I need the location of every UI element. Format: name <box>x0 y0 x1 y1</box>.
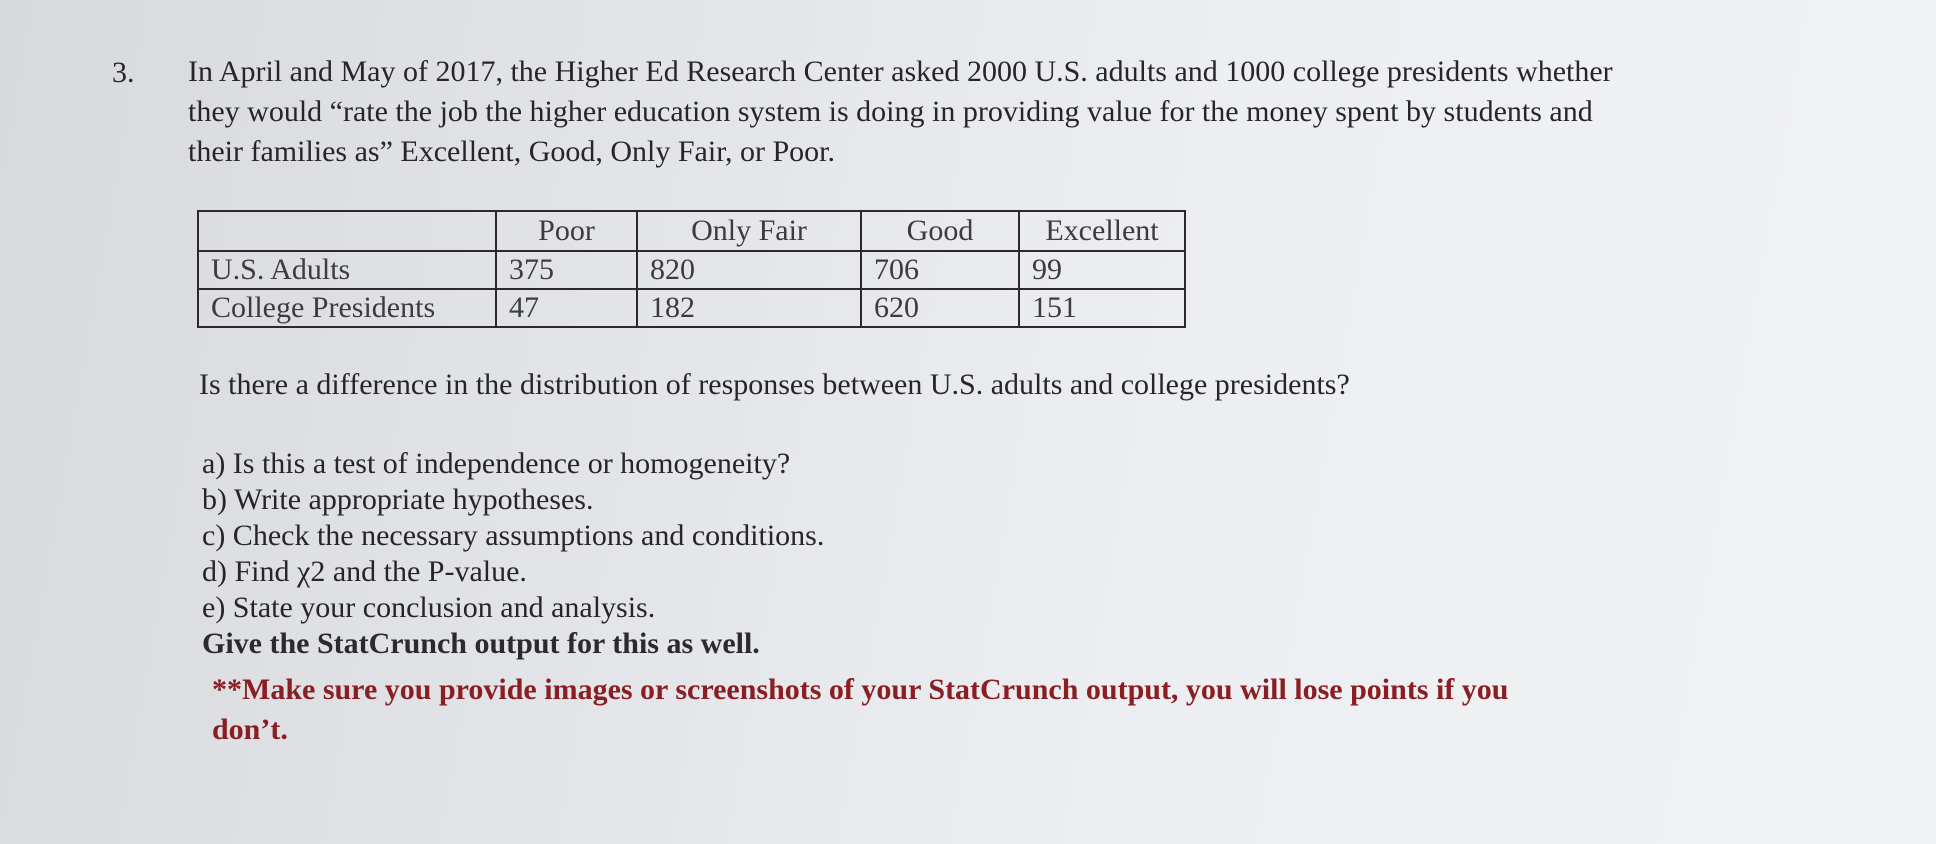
part-a: a) Is this a test of independence or homogeneity? <box>202 447 791 480</box>
intro-line: In April and May of 2017, the Higher Ed Research Center asked 2000 U.S. adults and 1000 college presidents whether <box>188 55 1613 88</box>
warning-note <box>212 670 1752 750</box>
header-poor: Poor <box>496 211 637 251</box>
part-d: d) Find χ2 and the P-value. <box>202 555 527 588</box>
table-row <box>198 289 1185 327</box>
table-row <box>198 251 1185 289</box>
row-label-college-presidents: College Presidents <box>198 289 496 327</box>
problem-intro <box>188 52 1788 172</box>
table-cell: 151 <box>1019 289 1185 327</box>
table-corner-cell <box>198 211 496 251</box>
note-line: don’t. <box>212 713 288 746</box>
table-cell: 375 <box>496 251 637 289</box>
header-excellent: Excellent <box>1019 211 1185 251</box>
table-header-row <box>198 211 1185 251</box>
header-only-fair: Only Fair <box>637 211 861 251</box>
row-label-us-adults: U.S. Adults <box>198 251 496 289</box>
note-line: **Make sure you provide images or screenshots of your StatCrunch output, you will lose points if you <box>212 673 1509 706</box>
problem-number: 3. <box>112 56 135 89</box>
header-good: Good <box>861 211 1019 251</box>
table-cell: 820 <box>637 251 861 289</box>
intro-line: they would “rate the job the higher education system is doing in providing value for the money spent by students and <box>188 95 1593 128</box>
part-b: b) Write appropriate hypotheses. <box>202 483 594 516</box>
intro-line: their families as” Excellent, Good, Only Fair, or Poor. <box>188 135 835 168</box>
table-cell: 706 <box>861 251 1019 289</box>
table-cell: 182 <box>637 289 861 327</box>
question-parts <box>202 446 824 662</box>
statcrunch-instruction: Give the StatCrunch output for this as well. <box>202 627 760 660</box>
table-cell: 99 <box>1019 251 1185 289</box>
table-cell: 620 <box>861 289 1019 327</box>
table-cell: 47 <box>496 289 637 327</box>
main-question: Is there a difference in the distribution of responses between U.S. adults and college presidents? <box>199 368 1350 401</box>
part-e: e) State your conclusion and analysis. <box>202 591 656 624</box>
survey-table <box>197 210 1186 328</box>
part-c: c) Check the necessary assumptions and conditions. <box>202 519 825 552</box>
